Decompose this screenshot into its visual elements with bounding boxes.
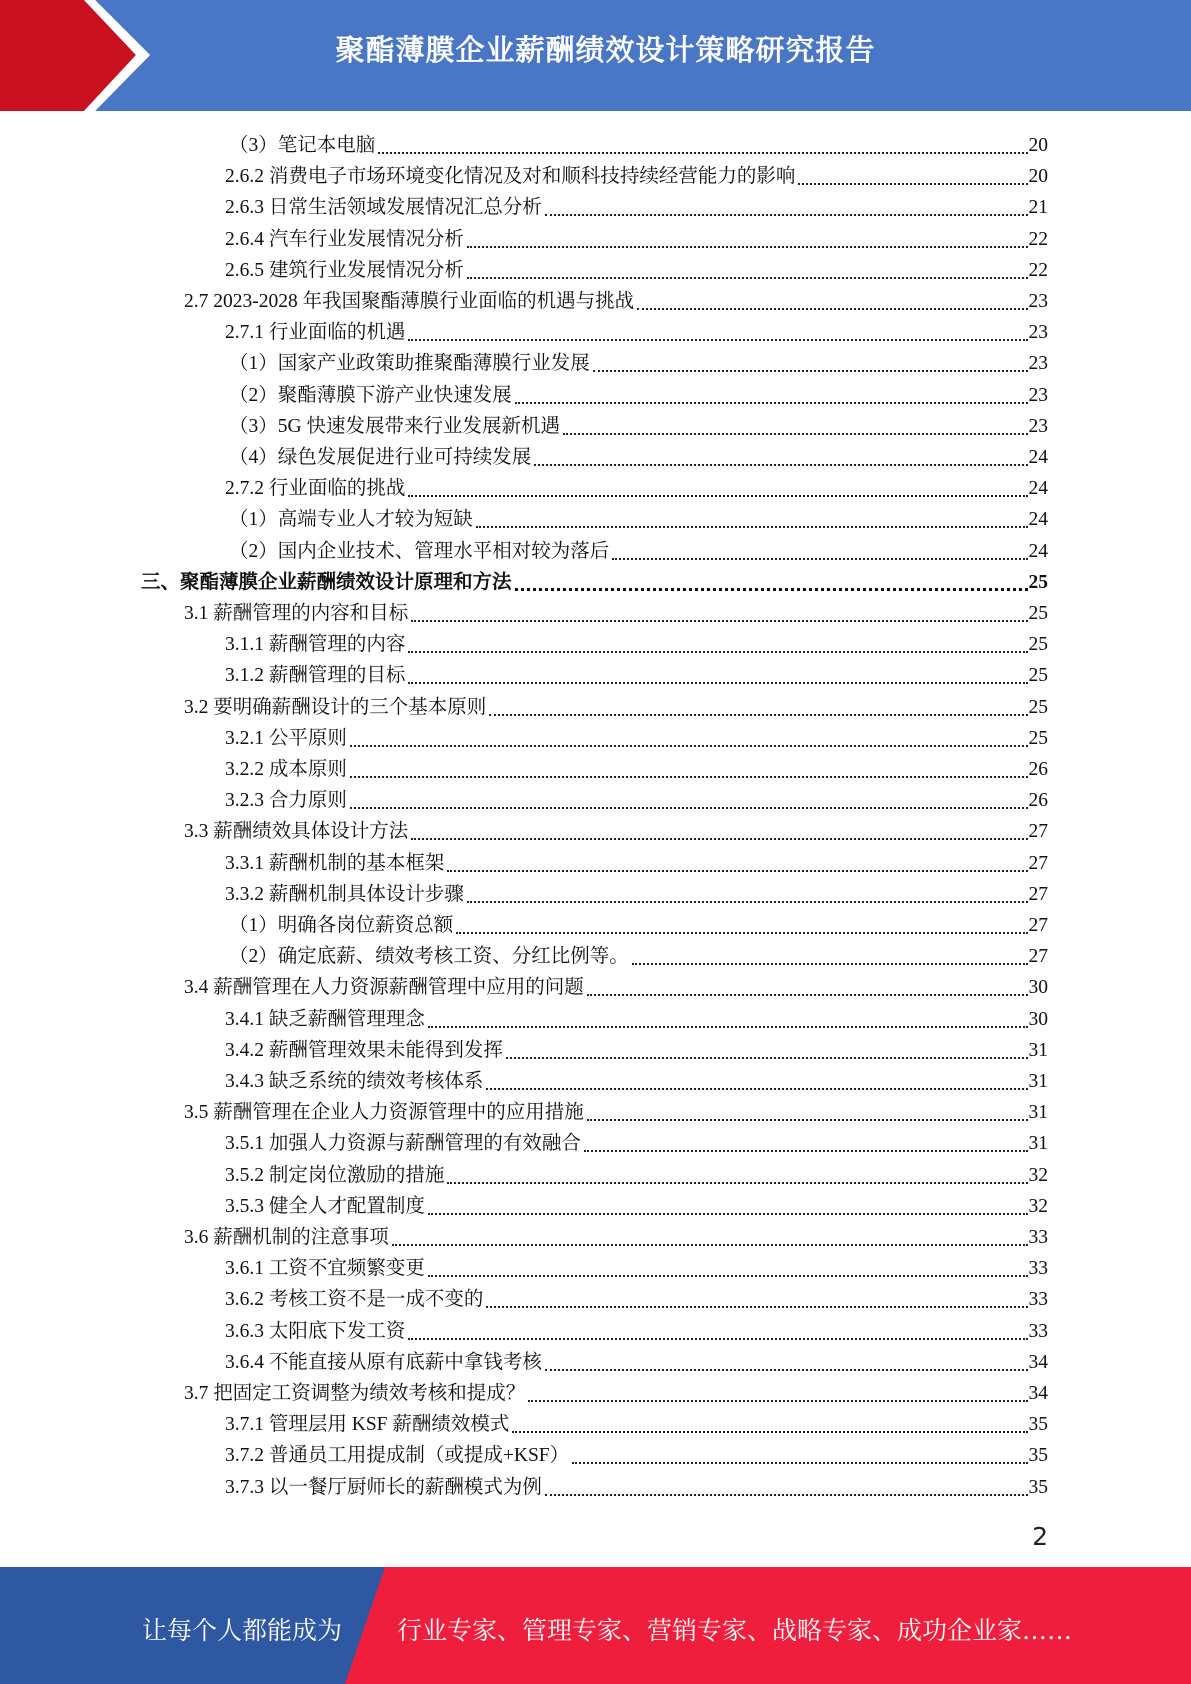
toc-dot-leader xyxy=(572,1461,1027,1464)
toc-entry[interactable] xyxy=(225,782,1048,813)
toc-entry[interactable] xyxy=(225,252,1048,283)
toc-entry-title: 3.7.3 以一餐厅厨师长的薪酬模式为例 xyxy=(225,1476,542,1498)
toc-entry[interactable] xyxy=(229,408,1048,439)
toc-dot-leader xyxy=(593,369,1028,372)
toc-entry-page: 23 xyxy=(1028,322,1048,344)
toc-dot-leader xyxy=(350,806,1028,809)
toc-dot-leader xyxy=(476,525,1028,528)
toc-entry[interactable] xyxy=(184,1375,1048,1406)
toc-entry-page: 23 xyxy=(1028,353,1048,375)
toc-entry-page: 30 xyxy=(1028,1008,1048,1030)
toc-dot-leader xyxy=(612,557,1027,560)
toc-entry[interactable] xyxy=(225,470,1048,501)
toc-entry-page: 24 xyxy=(1028,478,1048,500)
toc-entry-title: 3.4.1 缺乏薪酬管理理念 xyxy=(225,1008,425,1030)
toc-entry-page: 23 xyxy=(1028,291,1048,312)
toc-entry-page: 31 xyxy=(1028,1133,1048,1155)
toc-entry[interactable] xyxy=(225,1406,1048,1437)
toc-dot-leader xyxy=(467,900,1028,903)
toc-entry-title: 3.1.2 薪酬管理的目标 xyxy=(225,665,406,687)
toc-dot-leader xyxy=(447,869,1027,872)
toc-entry-title: 3.7.2 普通员工用提成制（或提成+KSF） xyxy=(225,1445,570,1467)
toc-dot-leader xyxy=(587,1118,1028,1121)
toc-entry[interactable] xyxy=(225,845,1048,876)
toc-dot-leader xyxy=(637,307,1027,310)
toc-entry-page: 26 xyxy=(1028,759,1048,780)
toc-entry[interactable] xyxy=(229,127,1048,158)
toc-entry-page: 31 xyxy=(1028,1102,1048,1124)
toc-entry[interactable] xyxy=(229,439,1048,470)
toc-entry-title: （1）国家产业政策助推聚酯薄膜行业发展 xyxy=(229,353,590,375)
toc-entry[interactable] xyxy=(184,813,1048,844)
footer-slogan-right: 行业专家、管理专家、营销专家、战略专家、成功企业家…… xyxy=(397,1616,1073,1645)
toc-dot-leader xyxy=(350,775,1028,778)
toc-dot-leader xyxy=(408,681,1027,684)
toc-entry-page: 26 xyxy=(1028,790,1048,812)
toc-entry-title: （3）笔记本电脑 xyxy=(229,135,376,156)
toc-dot-leader xyxy=(456,931,1027,934)
toc-entry-title: 3.5.1 加强人力资源与薪酬管理的有效融合 xyxy=(225,1133,581,1155)
toc-entry-title: （1）高端专业人才较为短缺 xyxy=(229,509,473,531)
toc-entry[interactable] xyxy=(225,720,1048,751)
toc-entry[interactable] xyxy=(184,689,1048,720)
toc-dot-leader xyxy=(563,432,1028,435)
toc-dot-leader xyxy=(378,151,1027,154)
toc-entry-title: 3.2.2 成本原则 xyxy=(225,759,347,780)
toc-entry-title: 3.6.2 考核工资不是一成不变的 xyxy=(225,1289,484,1311)
toc-entry-page: 27 xyxy=(1028,946,1048,968)
toc-entry[interactable] xyxy=(225,1032,1048,1063)
toc-dot-leader xyxy=(486,1087,1027,1090)
toc-entry[interactable] xyxy=(225,626,1048,657)
toc-entry[interactable] xyxy=(225,158,1048,189)
document-title: 聚酯薄膜企业薪酬绩效设计策略研究报告 xyxy=(335,33,876,67)
toc-entry[interactable] xyxy=(229,938,1048,969)
toc-dot-leader xyxy=(408,650,1027,653)
toc-entry[interactable] xyxy=(225,1125,1048,1156)
toc-dot-leader xyxy=(467,245,1028,248)
toc-entry-title: 3.2.3 合力原则 xyxy=(225,790,347,812)
toc-dot-leader xyxy=(447,1181,1027,1184)
toc-entry[interactable] xyxy=(225,1250,1048,1281)
toc-entry-page: 25 xyxy=(1028,665,1048,687)
toc-dot-leader xyxy=(428,1274,1028,1277)
toc-entry-page: 32 xyxy=(1028,1195,1048,1217)
toc-entry-title: 2.6.2 消费电子市场环境变化情况及对和顺科技持续经营能力的影响 xyxy=(225,166,796,188)
toc-entry[interactable] xyxy=(225,1001,1048,1032)
toc-entry-page: 25 xyxy=(1028,571,1048,593)
toc-entry-page: 27 xyxy=(1028,883,1048,905)
toc-entry[interactable] xyxy=(229,377,1048,408)
toc-dot-leader xyxy=(408,494,1027,497)
toc-dot-leader xyxy=(486,1305,1027,1308)
toc-entry-title: 3.2 要明确薪酬设计的三个基本原则 xyxy=(184,696,487,718)
toc-entry-title: （2）国内企业技术、管理水平相对较为落后 xyxy=(229,540,610,562)
toc-entry-page: 27 xyxy=(1028,915,1048,936)
toc-dot-leader xyxy=(632,962,1028,965)
toc-entry-title: （3）5G 快速发展带来行业发展新机遇 xyxy=(229,415,560,437)
toc-entry-page: 33 xyxy=(1028,1289,1048,1311)
toc-dot-leader xyxy=(515,401,1028,404)
toc-entry-page: 25 xyxy=(1028,696,1048,718)
footer-slogan-left: 让每个人都能成为 xyxy=(142,1616,343,1645)
toc-entry-title: 3.2.1 公平原则 xyxy=(225,727,347,749)
toc-entry-title: 3.3.2 薪酬机制具体设计步骤 xyxy=(225,883,464,905)
toc-dot-leader xyxy=(545,1493,1028,1496)
toc-dot-leader xyxy=(467,276,1028,279)
toc-entry-page: 32 xyxy=(1028,1164,1048,1186)
toc-entry-page: 25 xyxy=(1028,727,1048,749)
toc-entry-title: （2）确定底薪、绩效考核工资、分红比例等。 xyxy=(229,946,629,968)
toc-entry-page: 20 xyxy=(1028,135,1048,156)
toc-entry-title: 3.6.3 太阳底下发工资 xyxy=(225,1320,406,1342)
toc-entry-title: 3.6 薪酬机制的注意事项 xyxy=(184,1227,389,1248)
toc-entry[interactable] xyxy=(229,533,1048,564)
page-footer xyxy=(0,1567,1191,1684)
toc-entry[interactable] xyxy=(225,751,1048,782)
toc-dot-leader xyxy=(515,587,1028,591)
toc-entry-page: 33 xyxy=(1028,1320,1048,1342)
toc-entry[interactable] xyxy=(225,1437,1048,1468)
toc-entry-title: 3.5.2 制定岗位激励的措施 xyxy=(225,1164,445,1186)
toc-dot-leader xyxy=(584,1149,1028,1152)
toc-entry[interactable] xyxy=(225,1188,1048,1219)
toc-entry-title: 2.6.5 建筑行业发展情况分析 xyxy=(225,259,464,281)
toc-dot-leader xyxy=(512,1430,1027,1433)
toc-dot-leader xyxy=(350,744,1028,747)
toc-entry-page: 30 xyxy=(1028,977,1048,999)
toc-entry-page: 34 xyxy=(1028,1383,1048,1404)
toc-entry-title: 3.6.4 不能直接从原有底薪中拿钱考核 xyxy=(225,1351,542,1373)
toc-entry-title: 3.3.1 薪酬机制的基本框架 xyxy=(225,852,445,874)
toc-entry[interactable] xyxy=(225,189,1048,220)
toc-entry-title: 3.3 薪酬绩效具体设计方法 xyxy=(184,821,409,843)
toc-entry[interactable] xyxy=(229,345,1048,376)
toc-dot-leader xyxy=(534,463,1027,466)
toc-entry-page: 24 xyxy=(1028,447,1048,468)
toc-entry-page: 33 xyxy=(1028,1258,1048,1280)
toc-entry-title: 3.7.1 管理层用 KSF 薪酬绩效模式 xyxy=(225,1414,510,1436)
toc-entry[interactable] xyxy=(184,1219,1048,1250)
page-number: 2 xyxy=(1032,1522,1048,1551)
toc-entry-title: 2.7.1 行业面临的机遇 xyxy=(225,322,406,344)
toc-entry-page: 35 xyxy=(1028,1476,1048,1498)
toc-entry[interactable] xyxy=(229,907,1048,938)
toc-entry-page: 31 xyxy=(1028,1039,1048,1061)
toc-entry-page: 25 xyxy=(1028,603,1048,624)
toc-dot-leader xyxy=(392,1243,1028,1246)
toc-entry[interactable] xyxy=(225,876,1048,907)
toc-entry-page: 22 xyxy=(1028,228,1048,250)
toc-dot-leader xyxy=(506,1056,1028,1059)
toc-entry-page: 24 xyxy=(1028,509,1048,531)
toc-dot-leader xyxy=(545,213,1028,216)
toc-entry-title: （4）绿色发展促进行业可持续发展 xyxy=(229,447,532,468)
toc-entry[interactable] xyxy=(184,1094,1048,1125)
toc-entry[interactable] xyxy=(225,1063,1048,1094)
toc-dot-leader xyxy=(489,713,1027,716)
toc-entry-page: 22 xyxy=(1028,259,1048,281)
toc-entry[interactable] xyxy=(225,1313,1048,1344)
toc-dot-leader xyxy=(428,1212,1028,1215)
toc-entry[interactable] xyxy=(225,1344,1048,1375)
toc-dot-leader xyxy=(587,993,1028,996)
toc-entry-page: 35 xyxy=(1028,1414,1048,1436)
toc-entry-page: 34 xyxy=(1028,1351,1048,1373)
toc-entry-page: 25 xyxy=(1028,634,1048,656)
toc-entry[interactable] xyxy=(225,314,1048,345)
toc-entry[interactable] xyxy=(141,564,1048,595)
toc-entry[interactable] xyxy=(184,283,1048,314)
toc-entry-title: 3.4.2 薪酬管理效果未能得到发挥 xyxy=(225,1039,503,1061)
toc-entry-title: 2.7.2 行业面临的挑战 xyxy=(225,478,406,500)
toc-entry-title: 3.6.1 工资不宜频繁变更 xyxy=(225,1258,425,1280)
toc-entry-title: 3.4 薪酬管理在人力资源薪酬管理中应用的问题 xyxy=(184,977,584,999)
toc-dot-leader xyxy=(428,1025,1028,1028)
toc-entry[interactable] xyxy=(229,501,1048,532)
toc-entry-title: （1）明确各岗位薪资总额 xyxy=(229,915,454,936)
toc-dot-leader xyxy=(411,619,1027,622)
toc-dot-leader xyxy=(408,1337,1027,1340)
toc-entry-title: 3.5 薪酬管理在企业人力资源管理中的应用措施 xyxy=(184,1102,584,1124)
toc-entry-title: 3.1 薪酬管理的内容和目标 xyxy=(184,603,409,624)
toc-entry[interactable] xyxy=(225,1157,1048,1188)
toc-entry-title: 3.4.3 缺乏系统的绩效考核体系 xyxy=(225,1071,484,1092)
toc-entry[interactable] xyxy=(184,595,1048,626)
toc-entry[interactable] xyxy=(225,221,1048,252)
toc-entry[interactable] xyxy=(225,1469,1048,1500)
toc-entry-page: 35 xyxy=(1028,1445,1048,1467)
toc-entry-page: 33 xyxy=(1028,1227,1048,1248)
toc-entry-page: 23 xyxy=(1028,384,1048,406)
toc-entry-page: 20 xyxy=(1028,166,1048,188)
toc-entry-page: 31 xyxy=(1028,1071,1048,1092)
toc-entry-title: 三、聚酯薄膜企业薪酬绩效设计原理和方法 xyxy=(141,571,512,593)
toc-entry-title: 3.7 把固定工资调整为绩效考核和提成？ xyxy=(184,1383,526,1404)
toc-entry-page: 23 xyxy=(1028,415,1048,437)
toc-entry-title: 2.6.4 汽车行业发展情况分析 xyxy=(225,228,464,250)
toc-entry[interactable] xyxy=(184,969,1048,1000)
toc-dot-leader xyxy=(798,182,1027,185)
toc-dot-leader xyxy=(545,1368,1028,1371)
toc-entry-title: 2.6.3 日常生活领域发展情况汇总分析 xyxy=(225,197,542,219)
toc-entry[interactable] xyxy=(225,657,1048,688)
page-header xyxy=(0,0,1191,111)
toc-entry-title: （2）聚酯薄膜下游产业快速发展 xyxy=(229,384,512,406)
toc-entry-page: 27 xyxy=(1028,852,1048,874)
toc-dot-leader xyxy=(528,1399,1027,1402)
toc-entry-title: 2.7 2023-2028 年我国聚酯薄膜行业面临的机遇与挑战 xyxy=(184,291,635,312)
toc-entry-page: 24 xyxy=(1028,540,1048,562)
toc-entry-title: 3.1.1 薪酬管理的内容 xyxy=(225,634,406,656)
toc-entry-page: 21 xyxy=(1028,197,1048,219)
toc-dot-leader xyxy=(408,338,1027,341)
toc-entry-page: 27 xyxy=(1028,821,1048,843)
toc-dot-leader xyxy=(411,837,1027,840)
toc-entry-title: 3.5.3 健全人才配置制度 xyxy=(225,1195,425,1217)
toc-entry[interactable] xyxy=(225,1281,1048,1312)
